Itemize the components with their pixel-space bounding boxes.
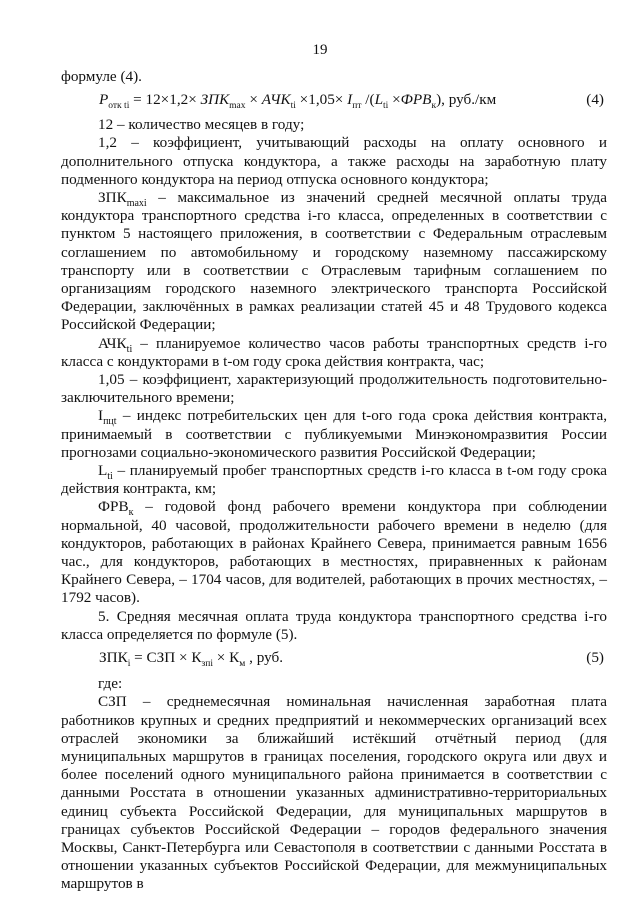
formula-4-zpk: ЗПК [200, 91, 230, 109]
formula-5-expression [99, 649, 284, 670]
intro-line: формуле (4). [61, 68, 142, 85]
mileage-text: – планируемый пробег транспортных средств i-го класса в t-ом году срока действия контракта, км; [61, 462, 607, 498]
paragraph-zpk-max [61, 189, 607, 335]
mileage-term: L [98, 462, 108, 480]
formula-4-times2: ×1,05× [295, 91, 348, 109]
formula-5-zpk-sub: i [127, 659, 131, 670]
formula-4-i: I [347, 91, 353, 109]
formula-5-eq: = СЗП × К [130, 649, 202, 667]
formula-4-i-sub: пт [352, 101, 362, 112]
formula-4-expression [99, 91, 497, 112]
page-number: 19 [312, 42, 328, 58]
document-body [61, 68, 607, 894]
formula-5-number: (5) [586, 649, 604, 667]
formula-4-rhs-part1: = 12×1,2× [129, 91, 201, 109]
paragraph-price-index [61, 407, 607, 462]
formula-5-tail: , руб. [245, 649, 284, 667]
paragraph-mileage [61, 462, 607, 498]
formula-4-zpk-sub: max [229, 101, 246, 112]
work-time-term: ФРВ [98, 498, 129, 516]
formula-4 [61, 88, 607, 110]
work-time-text: – годовой фонд рабочего времени кондуктора при соблюдении нормальной, 40 часовой, продолжительности рабочего времени в неделю (для кондукторов, работающих в районах Крайнего Севера, принимается равным 1656 час., для кондукторов, работающих в местностях, приравненных к районам Крайнего Севера, – 1704 часов, для водителей, работающих в прочих местностях, – 1792 часов). [61, 498, 607, 607]
formula-4-number: (4) [586, 91, 604, 109]
formula-5 [61, 646, 607, 668]
zpk-max-sub: maxi [126, 198, 147, 210]
formula-4-lhs: P [99, 91, 109, 109]
formula-4-times1: × [245, 91, 262, 109]
achk-text: – планируемое количество часов работы транспортных средств i-го класса с кондукторами в t-ом году срока действия контракта, час; [61, 334, 607, 370]
paragraph-12-months: 12 – количество месяцев в году; [98, 116, 305, 134]
formula-4-times3: × [388, 91, 401, 109]
formula-4-l-sub: ti [383, 101, 389, 112]
formula-4-lhs-sub: отк ti [108, 101, 130, 112]
price-index-text: – индекс потребительских цен для t-ого года срока действия контракта, принимаемый в соответствии с публикуемыми Минэкономразвития России прогнозами социально-экономического развития Российской Федерации; [61, 407, 607, 461]
mileage-sub: ti [107, 471, 113, 483]
achk-sub: ti [126, 343, 133, 355]
price-index-sub: пцt [103, 416, 117, 428]
formula-4-frv-sub: к [431, 101, 437, 112]
formula-4-achk-sub: ti [290, 101, 296, 112]
price-index-term: I [98, 407, 104, 425]
formula-4-frv: ФРВ [400, 91, 432, 109]
zpk-max-term: ЗПК [98, 189, 127, 207]
formula-4-close: ), руб./км [436, 91, 497, 109]
work-time-sub: к [128, 507, 134, 519]
formula-5-times: × К [213, 649, 240, 667]
paragraph-achk [61, 335, 607, 371]
formula-5-zpk: ЗПК [99, 649, 128, 667]
formula-5-km-sub: м [239, 659, 246, 670]
paragraph-work-time-fund [61, 498, 607, 607]
paragraph-coefficient-1-05: 1,05 – коэффициент, характеризующий продолжительность подготовительно-заключительного времени; [61, 371, 607, 407]
formula-4-l: L [374, 91, 384, 109]
where-label: где: [98, 675, 123, 693]
paragraph-szp: СЗП – среднемесячная номинальная начисленная заработная плата работников крупных и средних предприятий и некоммерческих организаций всех отраслей экономики за ближайший истёкший отчётный период (для муниципальных маршрутов в границах поселения, городского округа или двух и более поселений одного муниципального района принимается в соответствии с данными Росстата в отношении указанных административно-территориальных единиц субъекта Российской Федерации, для муниципальных маршрутов в границах субъектов Российской Федерации – городов федерального значения Москвы, Санкт-Петербурга или Севастополя в соответствии с данными Росстата в отношении указанных субъектов Российской Федерации, для межмуниципальных маршрутов в [61, 693, 607, 893]
paragraph-coefficient-1-2: 1,2 – коэффициент, учитывающий расходы на оплату основного и дополнительного отпуска кондуктора, а также расходы на заработную плату подменного кондуктора на период отпуска основного кондуктора; [61, 134, 607, 188]
formula-5-kzp-sub: зпi [201, 659, 213, 670]
formula-4-div: /( [361, 91, 375, 109]
achk-term: АЧК [98, 334, 127, 352]
zpk-max-text: – максимальное из значений средней месячной оплаты труда кондуктора транспортного средства i-го класса, определенных в соответствии с пунктом 5 настоящего приложения, в соответствии с Федеральным отраслевым соглашением по автомобильному и городскому наземному пассажирскому транспорту или в соответствии с Отраслевым тарифным соглашением по организациям городского наземного электрического транспорта Российской Федерации, заключённых в рамках реализации статей 45 и 48 Трудового кодекса Российской Федерации; [61, 189, 607, 334]
paragraph-section-5: 5. Средняя месячная оплата труда кондуктора транспортного средства i-го класса определяется по формуле (5). [61, 607, 607, 643]
formula-4-achk: АЧК [261, 91, 291, 109]
